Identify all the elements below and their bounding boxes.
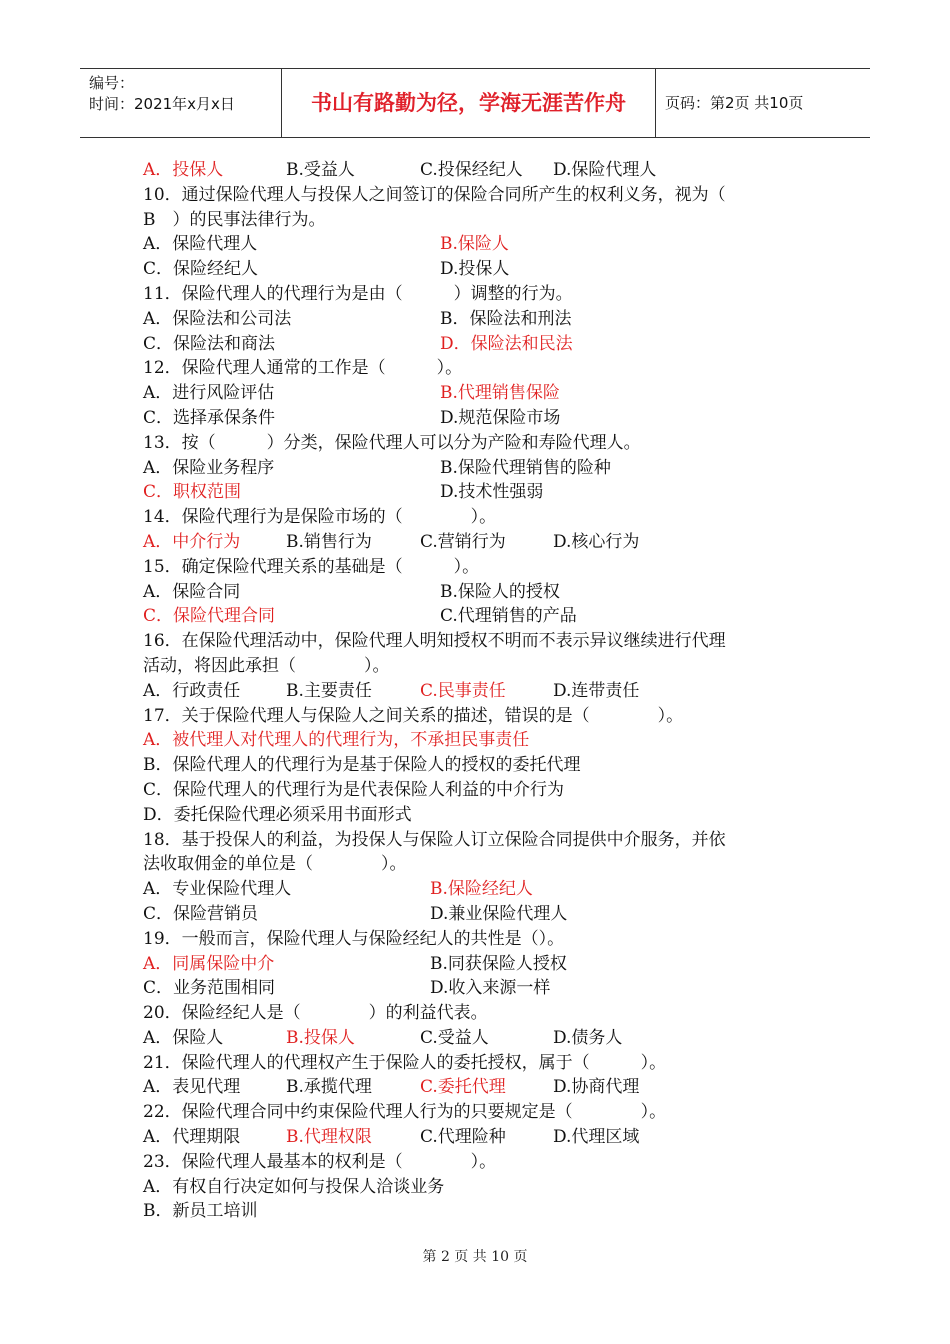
text-segment: D．委托保险代理必须采用书面形式	[143, 804, 412, 825]
text-line	[143, 629, 823, 654]
text-segment: 10．通过保险代理人与投保人之间签订的保险合同所产生的权利义务，视为（	[143, 184, 726, 205]
text-segment: A．保险代理人	[143, 234, 258, 255]
text-segment: C．保险经纪人	[143, 259, 259, 280]
answer-option: A．投保人	[143, 160, 224, 180]
text-segment: 18．基于投保人的利益，为投保人与保险人订立保险合同提供中介服务，并依	[143, 829, 726, 850]
text-segment: C.受益人	[420, 1027, 489, 1048]
text-line	[143, 480, 823, 505]
header-motto: 书山有路勤为径，学海无涯苦作舟	[282, 69, 656, 137]
answer-option: A．中介行为	[143, 531, 241, 552]
text-line	[143, 381, 823, 406]
text-line	[143, 307, 823, 332]
text-segment: D.兼业保险代理人	[430, 903, 568, 924]
text-segment: A．保险法和公司法	[143, 308, 292, 329]
answer-option: D．保险法和民法	[440, 333, 573, 354]
text-line	[143, 1075, 823, 1100]
text-segment: D.技术性强弱	[440, 482, 544, 503]
text-segment: 17．关于保险代理人与保险人之间关系的描述，错误的是（ ）。	[143, 705, 684, 726]
text-line	[143, 282, 823, 307]
text-segment: A．专业保险代理人	[143, 879, 292, 900]
text-line	[143, 208, 823, 233]
text-segment: B.受益人	[286, 160, 355, 180]
text-line	[143, 704, 823, 729]
text-segment: 12．保险代理人通常的工作是（ ）。	[143, 358, 463, 379]
text-segment: D.代理区域	[553, 1127, 640, 1148]
text-line	[143, 902, 823, 927]
text-line	[143, 803, 823, 828]
text-line	[143, 257, 823, 282]
text-segment: 法收取佣金的单位是（ ）。	[143, 854, 407, 875]
text-line	[143, 753, 823, 778]
text-line	[143, 555, 823, 580]
text-segment: 活动，将因此承担（ ）。	[143, 655, 390, 676]
text-line	[143, 456, 823, 481]
answer-option: B.代理权限	[286, 1127, 372, 1148]
text-segment: 16．在保险代理活动中，保险代理人明知授权不明而不表示异议继续进行代理	[143, 631, 726, 652]
text-segment: C．保险代理人的代理行为是代表保险人利益的中介行为	[143, 779, 565, 800]
text-line	[143, 1100, 823, 1125]
text-segment: A．表见代理	[143, 1077, 241, 1098]
text-segment: B ）的民事法律行为。	[143, 209, 326, 230]
text-line	[143, 406, 823, 431]
text-segment: 13．按（ ）分类，保险代理人可以分为产险和寿险代理人。	[143, 432, 641, 453]
text-segment: B.保险人的授权	[440, 581, 560, 602]
text-segment: 23．保险代理人最基本的权利是（ ）。	[143, 1151, 497, 1172]
text-line	[143, 1175, 823, 1200]
text-line	[143, 505, 823, 530]
text-segment: D.核心行为	[553, 531, 640, 552]
text-line	[143, 183, 823, 208]
text-segment: C.代理销售的产品	[440, 606, 577, 627]
text-line	[143, 976, 823, 1001]
text-segment: D.投保人	[440, 259, 510, 280]
answer-option: B.保险人	[440, 234, 509, 255]
text-segment: D.收入来源一样	[430, 978, 551, 999]
text-segment: C.营销行为	[420, 531, 506, 552]
text-line	[143, 232, 823, 257]
text-segment: 19．一般而言，保险代理人与保险经纪人的共性是（）。	[143, 928, 565, 949]
text-segment: 11．保险代理人的代理行为是由（ ）调整的行为。	[143, 283, 573, 304]
text-line	[143, 604, 823, 629]
text-segment: C．保险法和商法	[143, 333, 276, 354]
text-line	[143, 1150, 823, 1175]
text-segment: 20．保险经纪人是（ ）的利益代表。	[143, 1003, 488, 1024]
answer-option: C.委托代理	[420, 1077, 506, 1098]
answer-option: A．同属保险中介	[143, 953, 275, 974]
page-header	[80, 68, 870, 138]
text-line	[143, 1199, 823, 1224]
answer-option: A．被代理人对代理人的代理行为，不承担民事责任	[143, 730, 530, 751]
header-meta	[80, 69, 282, 137]
answer-option: B.保险经纪人	[430, 879, 533, 900]
text-segment: B．保险代理人的代理行为是基于保险人的授权的委托代理	[143, 755, 581, 776]
text-line	[143, 332, 823, 357]
text-segment: C.投保经纪人	[420, 160, 523, 180]
text-line	[143, 828, 823, 853]
text-segment: B.同获保险人授权	[430, 953, 567, 974]
text-segment: D.协商代理	[553, 1077, 640, 1098]
text-segment: 21．保险代理人的代理权产生于保险人的委托授权，属于（ ）。	[143, 1052, 667, 1073]
text-segment: B.保险代理销售的险种	[440, 457, 611, 478]
number-label: 编号：	[89, 74, 135, 92]
text-segment: A．保险业务程序	[143, 457, 275, 478]
text-segment: A．代理期限	[143, 1127, 241, 1148]
text-segment: B.主要责任	[286, 680, 372, 701]
answer-option: B.投保人	[286, 1027, 355, 1048]
answer-option: C．保险代理合同	[143, 606, 276, 627]
text-line	[143, 679, 823, 704]
text-segment: A．保险合同	[143, 581, 241, 602]
text-segment: A．进行风险评估	[143, 383, 275, 404]
text-segment: D.债务人	[553, 1027, 623, 1048]
text-line	[143, 1001, 823, 1026]
text-line	[143, 1026, 823, 1051]
text-line	[143, 877, 823, 902]
text-segment: 22．保险代理合同中约束保险代理人行为的只要规定是（ ）。	[143, 1102, 667, 1123]
text-segment: 14．保险代理行为是保险市场的（ ）。	[143, 507, 497, 528]
text-segment: D.保险代理人	[553, 160, 657, 180]
text-line	[143, 952, 823, 977]
text-segment: D.规范保险市场	[440, 407, 561, 428]
text-line	[143, 778, 823, 803]
text-segment: B.承揽代理	[286, 1077, 372, 1098]
text-line	[143, 927, 823, 952]
text-line	[143, 1125, 823, 1150]
text-line	[143, 530, 823, 555]
answer-option: B.代理销售保险	[440, 383, 560, 404]
text-segment: A．保险人	[143, 1027, 224, 1048]
date-label: 时间：2021年x月x日	[89, 95, 235, 113]
text-line	[143, 158, 823, 183]
text-line	[143, 431, 823, 456]
text-line	[143, 580, 823, 605]
text-segment: C．选择承保条件	[143, 407, 276, 428]
text-segment: B.销售行为	[286, 531, 372, 552]
text-line	[143, 852, 823, 877]
text-line	[143, 728, 823, 753]
text-line	[143, 356, 823, 381]
page-footer: 第 2 页 共 10 页	[422, 1249, 528, 1265]
text-segment: 15．确定保险代理关系的基础是（ ）。	[143, 556, 480, 577]
answer-option: C．职权范围	[143, 482, 242, 503]
answer-option: C.民事责任	[420, 680, 506, 701]
header-page-info: 页码：第2页 共10页	[665, 94, 804, 112]
text-segment: D.连带责任	[553, 680, 640, 701]
text-segment: A．行政责任	[143, 680, 241, 701]
text-segment: B．保险法和刑法	[440, 308, 572, 329]
text-segment: A．有权自行决定如何与投保人洽谈业务	[143, 1176, 445, 1197]
question-list	[143, 158, 823, 1224]
text-segment: B．新员工培训	[143, 1201, 258, 1222]
text-line	[143, 654, 823, 679]
text-segment: C.代理险种	[420, 1127, 506, 1148]
text-line	[143, 1051, 823, 1076]
text-segment: C．保险营销员	[143, 903, 259, 924]
text-segment: C．业务范围相同	[143, 978, 276, 999]
